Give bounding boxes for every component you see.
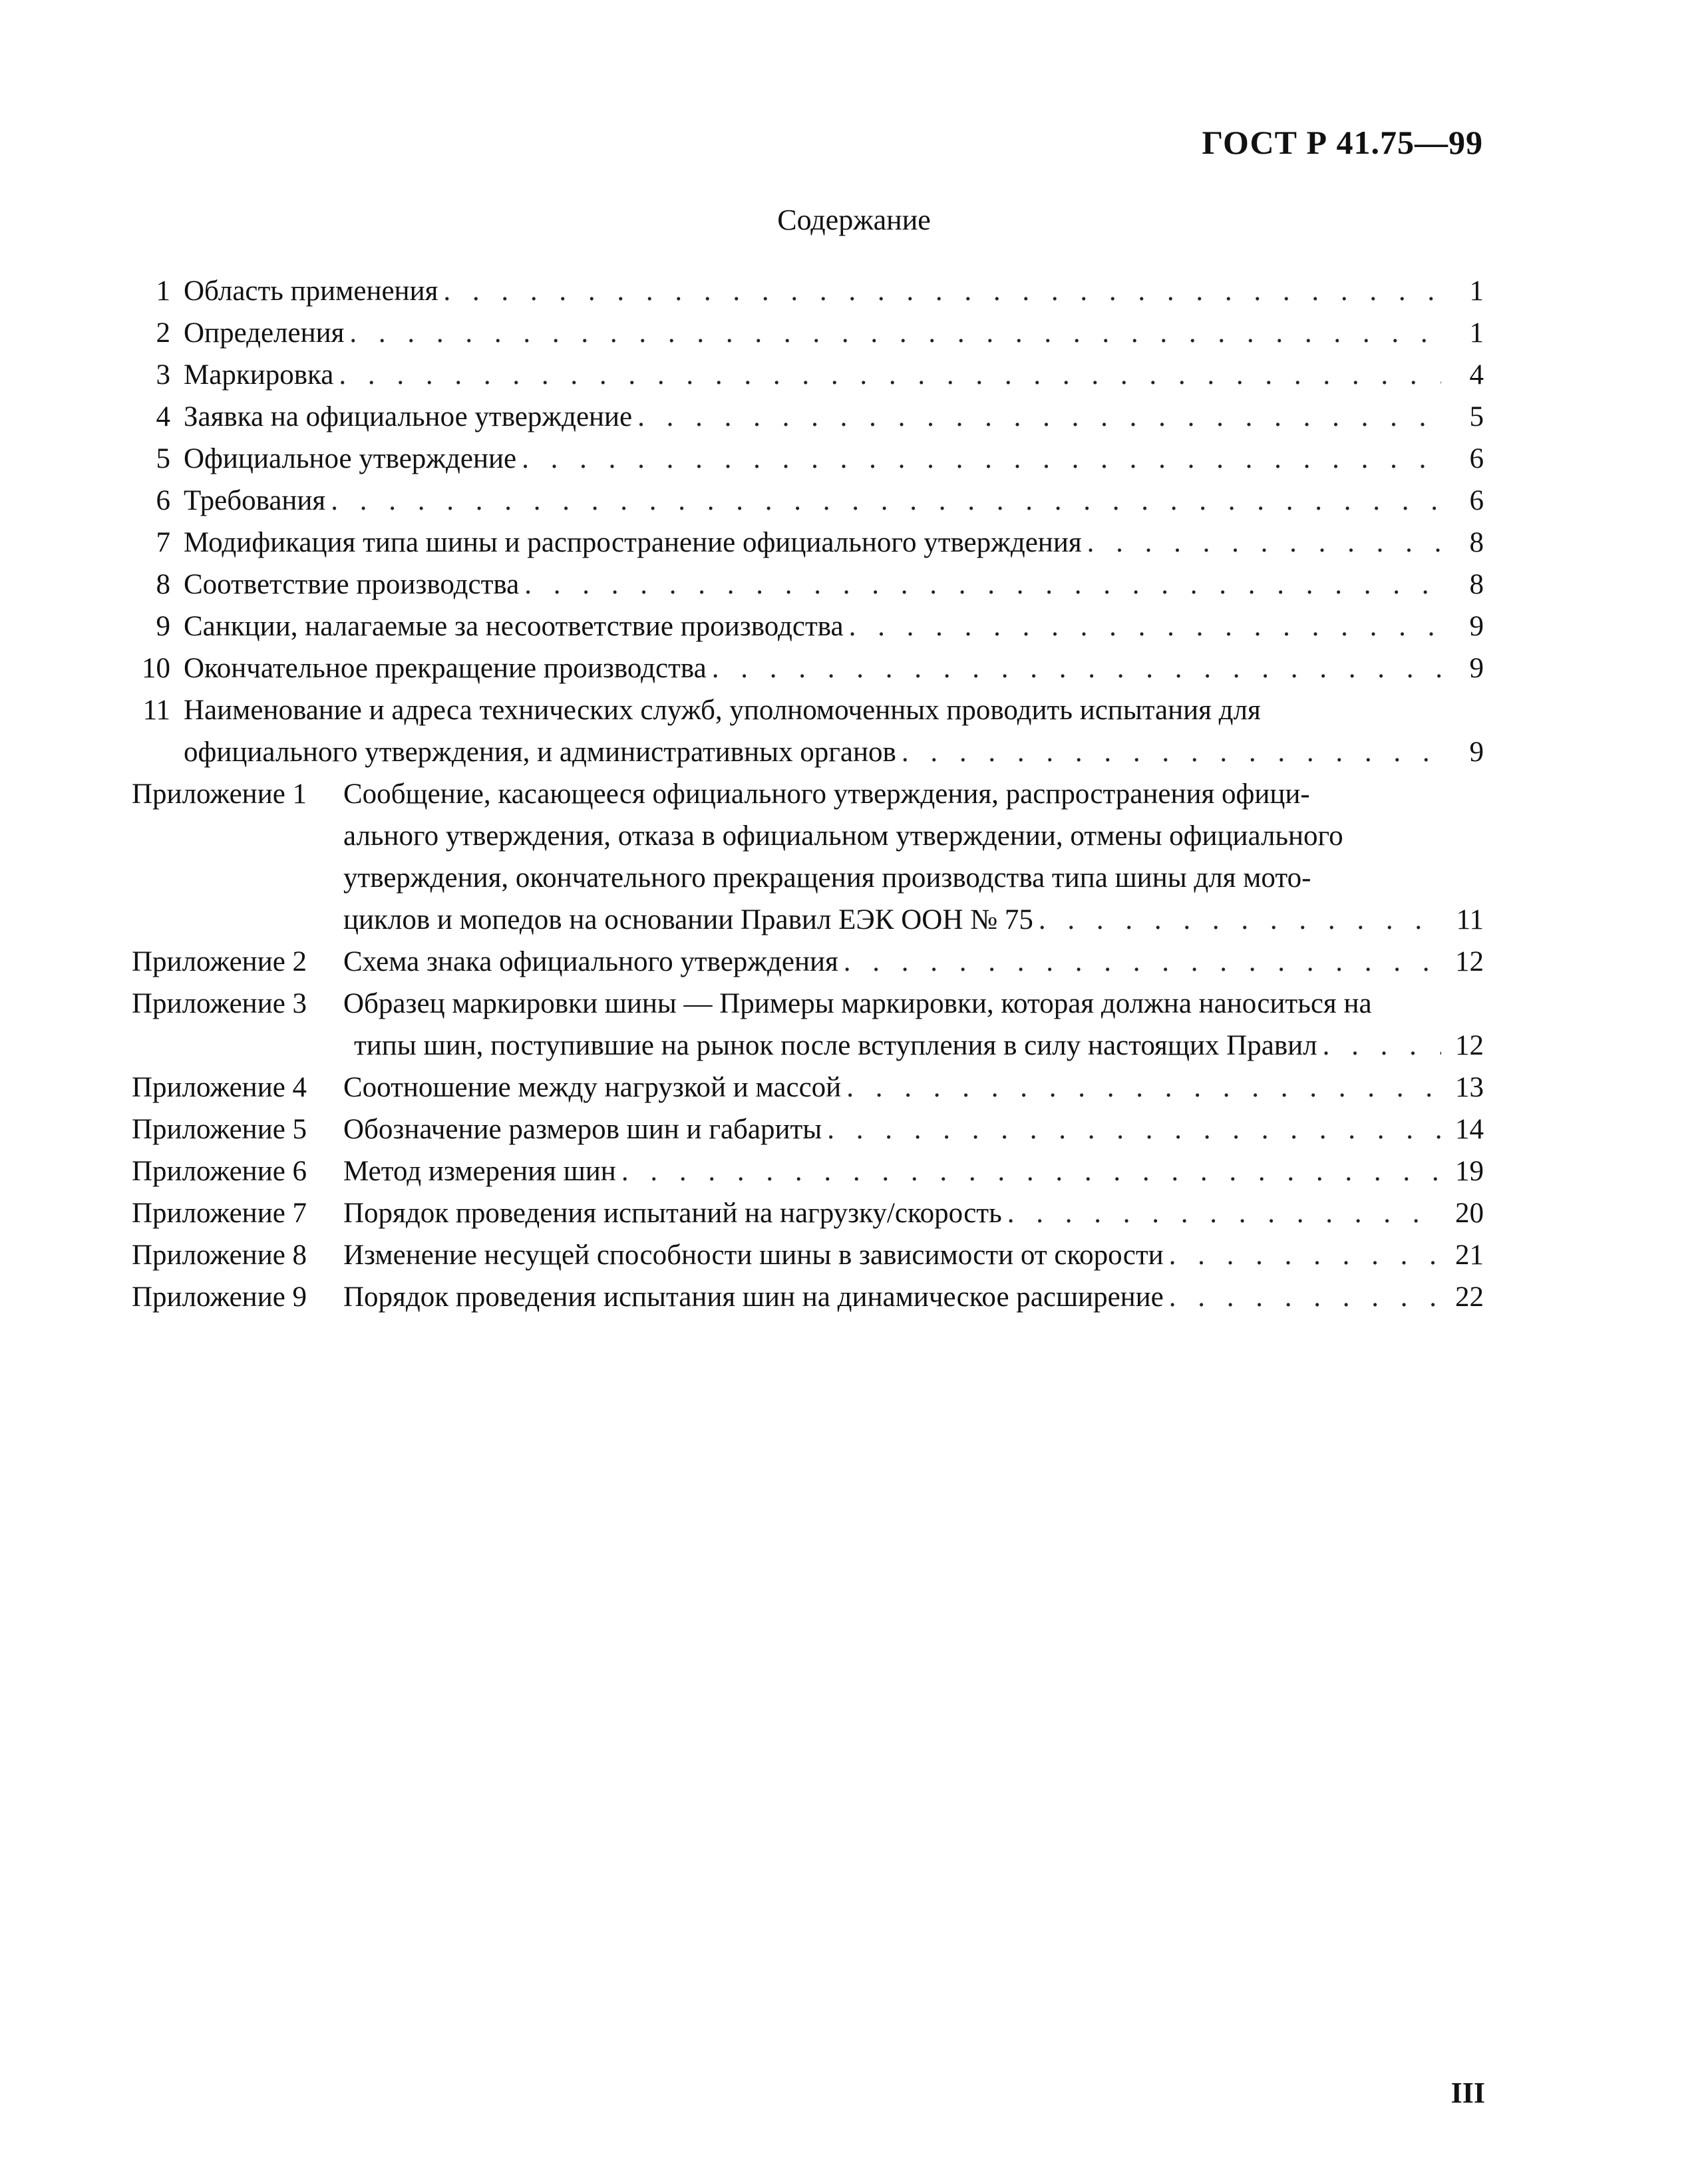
- toc-appendix-1-line-3: [132, 857, 1484, 899]
- toc-entry-9[interactable]: [132, 605, 1484, 647]
- toc-entry-page: 13: [1455, 1072, 1484, 1103]
- dot-leader: [712, 647, 1441, 689]
- toc-entry-5[interactable]: [132, 438, 1484, 480]
- dot-leader: [849, 605, 1441, 647]
- appendix-label: Приложение 3: [132, 988, 307, 1019]
- toc-entry-page: 8: [1469, 527, 1484, 558]
- toc-entry-page: 1: [1469, 275, 1484, 307]
- toc-entry-title: Модификация типа шины и распространение официального утверждения: [184, 527, 1082, 558]
- appendix-label: Приложение 5: [132, 1114, 307, 1145]
- dot-leader: [1087, 522, 1441, 564]
- toc-entry-3[interactable]: [132, 354, 1484, 396]
- toc-entry-8[interactable]: [132, 564, 1484, 605]
- appendix-title: Изменение несущей способности шины в зависимости от скорости: [343, 1240, 1164, 1271]
- toc-entry-title: Окончательное прекращение производства: [184, 653, 707, 684]
- appendix-title: Соотношение между нагрузкой и массой: [343, 1072, 842, 1103]
- document-code: ГОСТ Р 41.75—99: [1202, 124, 1483, 161]
- toc-entry-title: Маркировка: [184, 359, 334, 391]
- appendix-title: типы шин, поступившие на рынок после вступления в силу настоящих Правил: [354, 1030, 1317, 1061]
- toc-entry-number: 10: [142, 653, 170, 684]
- dot-leader: [1039, 899, 1441, 941]
- dot-leader: [621, 1150, 1441, 1192]
- toc-entry-number: 5: [156, 443, 170, 474]
- dot-leader: [827, 1108, 1441, 1150]
- dot-leader: [902, 731, 1441, 773]
- toc-appendix-7[interactable]: [132, 1192, 1484, 1234]
- toc-entry-number: 3: [156, 359, 170, 391]
- appendix-title: Схема знака официального утверждения: [343, 946, 838, 977]
- toc-entry-page: 8: [1469, 569, 1484, 600]
- toc-entry-page: 19: [1455, 1156, 1484, 1187]
- toc-entry-title: Санкции, налагаемые за несоответствие производства: [184, 611, 844, 642]
- dot-leader: [844, 941, 1441, 983]
- toc-entry-page: 12: [1455, 1030, 1484, 1061]
- appendix-label: Приложение 7: [132, 1198, 307, 1229]
- toc-entry-number: 4: [156, 401, 170, 432]
- toc-entry-number: 8: [156, 569, 170, 600]
- toc-entry-page: 21: [1455, 1240, 1484, 1271]
- appendix-title: Порядок проведения испытаний на нагрузку/скорость: [343, 1198, 1002, 1229]
- toc-appendix-8[interactable]: [132, 1234, 1484, 1276]
- toc-entry-7[interactable]: [132, 522, 1484, 564]
- dot-leader: [349, 312, 1441, 354]
- toc-appendix-5[interactable]: [132, 1108, 1484, 1150]
- dot-leader: [1169, 1234, 1441, 1276]
- appendix-label: Приложение 6: [132, 1156, 307, 1187]
- dot-leader: [1169, 1276, 1441, 1318]
- toc-entry-title: официального утверждения, и административных органов: [184, 737, 896, 768]
- appendix-label: Приложение 4: [132, 1072, 307, 1103]
- appendix-title: Сообщение, касающееся официального утверждения, распространения офици-: [343, 778, 1310, 810]
- dot-leader: [443, 270, 1441, 312]
- toc-entry-1[interactable]: [132, 270, 1484, 312]
- dot-leader: [339, 354, 1441, 396]
- appendix-label: Приложение 1: [132, 778, 307, 810]
- toc-entry-10[interactable]: [132, 647, 1484, 689]
- toc-entry-number: 11: [142, 695, 170, 726]
- toc-entry-number: 1: [156, 275, 170, 307]
- appendix-title: ального утверждения, отказа в официальном утверждении, отмены официального: [343, 820, 1343, 852]
- appendix-title: циклов и мопедов на основании Правил ЕЭК ООН № 75: [343, 904, 1033, 935]
- toc-entry-page: 6: [1469, 485, 1484, 516]
- toc-entry-title: Область применения: [184, 275, 438, 307]
- toc-entry-page: 9: [1469, 737, 1484, 768]
- toc-appendix-1[interactable]: [132, 773, 1484, 815]
- toc-title: Содержание: [777, 204, 931, 236]
- dot-leader: [1323, 1025, 1441, 1067]
- toc-entry-title: Наименование и адреса технических служб, уполномоченных проводить испытания для: [184, 695, 1261, 726]
- toc-entry-number: 6: [156, 485, 170, 516]
- toc-entry-page: 9: [1469, 611, 1484, 642]
- toc-entry-page: 1: [1469, 317, 1484, 349]
- appendix-title: Обозначение размеров шин и габариты: [343, 1114, 822, 1145]
- dot-leader: [637, 396, 1441, 438]
- appendix-label: Приложение 8: [132, 1240, 307, 1271]
- toc-entry-11[interactable]: [132, 689, 1484, 731]
- toc-entry-4[interactable]: [132, 396, 1484, 438]
- toc-entry-page: 12: [1455, 946, 1484, 977]
- toc-appendix-3[interactable]: [132, 983, 1484, 1025]
- toc-appendix-4[interactable]: [132, 1067, 1484, 1108]
- toc-entry-page: 20: [1455, 1198, 1484, 1229]
- toc-entry-page: 9: [1469, 653, 1484, 684]
- toc-entry-title: Заявка на официальное утверждение: [184, 401, 633, 432]
- appendix-title: утверждения, окончательного прекращения производства типа шины для мото-: [343, 862, 1311, 894]
- dot-leader: [1007, 1192, 1441, 1234]
- toc-appendix-2[interactable]: [132, 941, 1484, 983]
- appendix-title: Метод измерения шин: [343, 1156, 616, 1187]
- toc-entry-page: 14: [1455, 1114, 1484, 1145]
- toc-entry-title: Официальное утверждение: [184, 443, 517, 474]
- toc-appendix-9[interactable]: [132, 1276, 1484, 1318]
- appendix-label: Приложение 2: [132, 946, 307, 977]
- page-number: III: [1451, 2077, 1485, 2109]
- toc-appendix-3-line-2[interactable]: [132, 1025, 1484, 1067]
- appendix-title: Порядок проведения испытания шин на динамическое расширение: [343, 1281, 1164, 1313]
- toc-entry-page: 6: [1469, 443, 1484, 474]
- toc-appendix-1-line-4[interactable]: [132, 899, 1484, 941]
- toc-entry-title: Соответствие производства: [184, 569, 520, 600]
- toc-entry-page: 22: [1455, 1281, 1484, 1313]
- toc-entry-number: 7: [156, 527, 170, 558]
- dot-leader: [522, 438, 1441, 480]
- appendix-title: Образец маркировки шины — Примеры маркировки, которая должна наноситься на: [343, 988, 1372, 1019]
- dot-leader: [524, 564, 1441, 605]
- toc-entry-title: Определения: [184, 317, 345, 349]
- toc-entry-number: 2: [156, 317, 170, 349]
- table-of-contents: [132, 270, 1484, 1318]
- dot-leader: [846, 1067, 1441, 1108]
- dot-leader: [331, 480, 1441, 522]
- toc-appendix-1-line-2: [132, 815, 1484, 857]
- toc-entry-2[interactable]: [132, 312, 1484, 354]
- toc-entry-page: 5: [1469, 401, 1484, 432]
- toc-entry-11-continued[interactable]: [132, 731, 1484, 773]
- toc-entry-6[interactable]: [132, 480, 1484, 522]
- toc-entry-page: 11: [1456, 904, 1484, 935]
- toc-entry-page: 4: [1469, 359, 1484, 391]
- toc-entry-title: Требования: [184, 485, 326, 516]
- toc-entry-number: 9: [156, 611, 170, 642]
- toc-appendix-6[interactable]: [132, 1150, 1484, 1192]
- appendix-label: Приложение 9: [132, 1281, 307, 1313]
